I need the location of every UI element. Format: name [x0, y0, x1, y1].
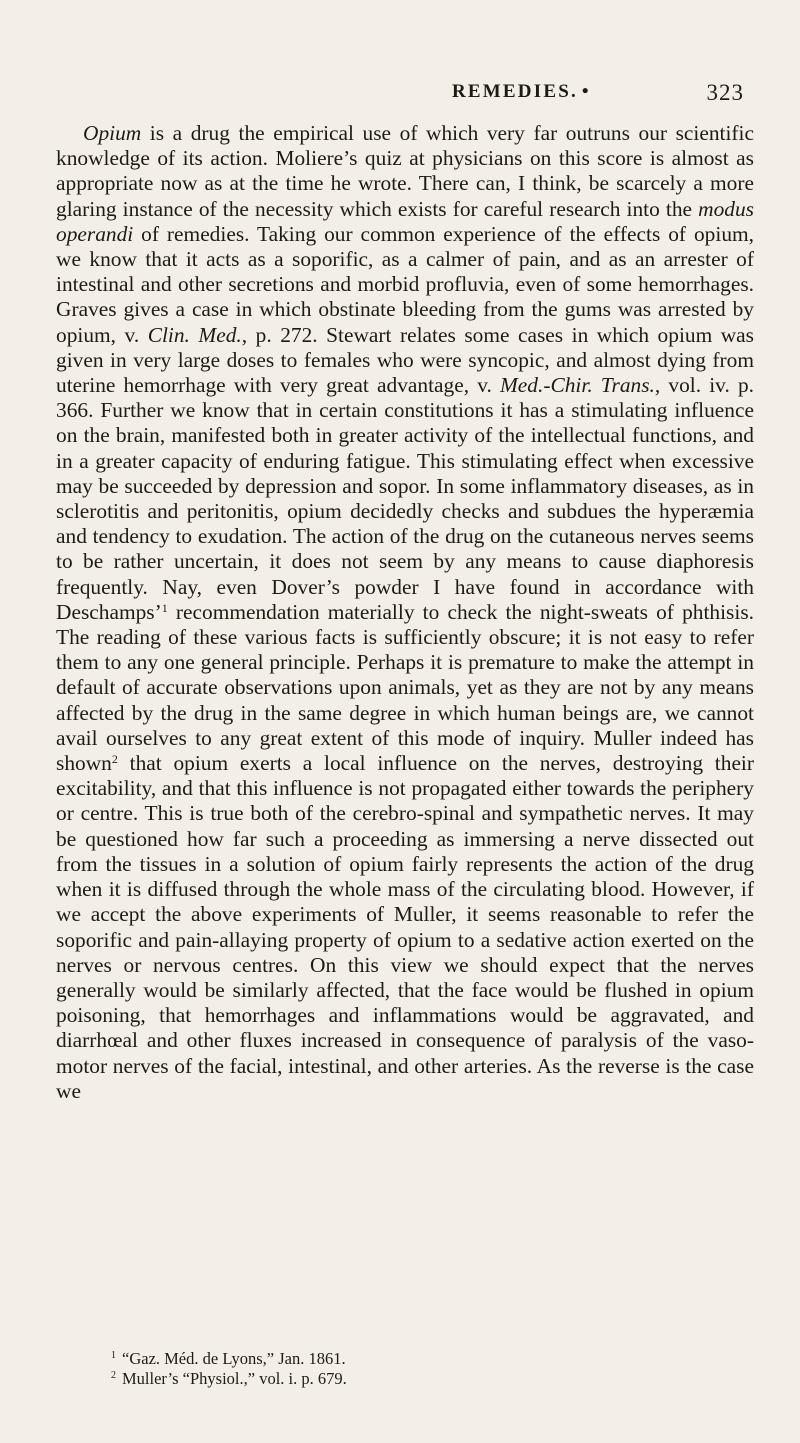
footnote-marker-2: 2 — [111, 1370, 116, 1381]
footnote-2 — [111, 1369, 751, 1389]
footnote-1 — [111, 1349, 751, 1369]
main-paragraph — [56, 121, 754, 1104]
running-title: REMEDIES. — [452, 81, 578, 102]
term-modus-operandi: modus operandi — [56, 196, 754, 246]
footnote-marker-1: 1 — [111, 1350, 116, 1361]
citation-clin-med: Clin. Med. — [147, 322, 242, 347]
text-run-1: is a drug the empirical use of which very far outruns our scientific knowledge of its action. Moliere’s quiz at physicians on this score is almost as appropriate now as at the time he wrote. There can, I think, be scarcely a more glaring instance of the necessity which exists for careful research into the — [56, 121, 754, 221]
footnotes — [111, 1349, 751, 1389]
footnote-text-2: Muller’s “Physiol.,” vol. i. p. 679. — [122, 1369, 347, 1388]
body-text — [56, 121, 754, 1104]
text-run-3: , p. 272. Stewart relates some cases in which opium was given in very large doses to females who were syncopic, and almost dying from uterine hemorrhage with very great advantage, v. — [56, 322, 755, 398]
running-head — [452, 81, 589, 103]
page-number: 323 — [706, 80, 744, 105]
footnote-text-1: “Gaz. Méd. de Lyons,” Jan. 1861. — [122, 1349, 346, 1368]
text-run-2: of remedies. Taking our common experience of the effects of opium, we know that it acts as a soporific, as a calmer of pain, and as an arrester of intestinal and other secretions and morbid profluvia, even of some hemorrhages. Graves gives a case in which obstinate bleeding from the gums was arrested by opium, v. — [56, 221, 754, 347]
running-head-dot: • — [581, 81, 589, 102]
text-run-5: recommendation materially to check the night-sweats of phthisis. The reading of these various facts is sufficiently obscure; it is not easy to refer them to any one general principle. Perhaps it is premature to make the attempt in default of accurate observations upon animals, yet as they are not by any means affected by the drug in the same degree in which human beings are, we cannot avail ourselves to any great extent of this mode of inquiry. Muller indeed has shown — [56, 599, 754, 776]
text-run-4: , vol. iv. p. 366. Further we know that in certain constitutions it has a stimulating influence on the brain, manifested both in greater activity of the intellectual functions, and in a greater capacity of enduring fatigue. This stimulating effect when excessive may be succeeded by depression and sopor. In some inflammatory diseases, as in sclerotitis and peritonitis, opium decidedly checks and subdues the hyperæmia and tendency to exudation. The action of the drug on the cutaneous nerves seems to be rather uncertain, it does not seem by any means to cause diaphoresis frequently. Nay, even Dover’s powder I have found in accordance with Deschamps’ — [56, 373, 754, 624]
footnote-ref-2: 2 — [111, 752, 118, 767]
citation-med-chir: Med.-Chir. Trans. — [499, 373, 655, 398]
term-opium: Opium — [83, 121, 142, 145]
text-run-6: that opium exerts a local influence on the nerves, destroying their excitability, and that this influence is not propagated either towards the periphery or centre. This is true both of the cerebro-spinal and sympathetic nerves. It may be questioned how far such a proceeding as immersing a nerve dissected out from the tissues in a solution of opium fairly represents the action of the drug when it is diffused through the whole mass of the circulating blood. However, if we accept the above experiments of Muller, it seems reasonable to refer the soporific and pain-allaying property of opium to a sedative action exerted on the nerves or nervous centres. On this view we should expect that the nerves generally would be similarly affected, that the face would be flushed in opium poisoning, that hemorrhages and inflammations would be aggravated, and diarrhœal and other fluxes increased in consequence of paralysis of the vaso-motor nerves of the facial, intestinal, and other arteries. As the reverse is the case we — [56, 751, 754, 1103]
footnote-ref-1: 1 — [161, 600, 168, 615]
